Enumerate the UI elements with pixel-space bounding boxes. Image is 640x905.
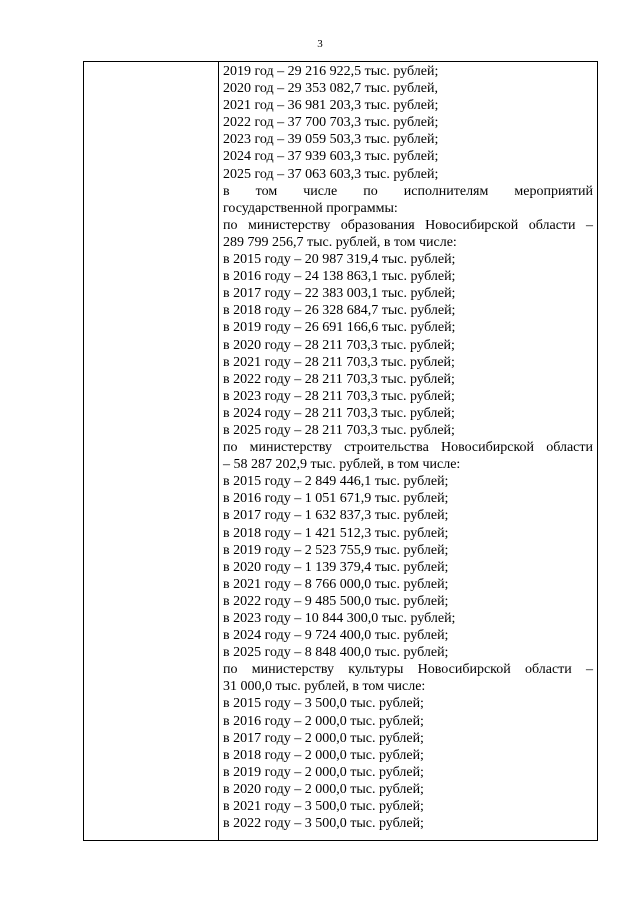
text-line: в 2021 году – 3 500,0 тыс. рублей;	[223, 799, 424, 815]
funding-text-cell	[223, 63, 593, 832]
text-line: в 2020 году – 2 000,0 тыс. рублей;	[223, 781, 424, 797]
text-line: по министерству строительства Новосибирской области	[223, 440, 593, 456]
funding-table	[83, 61, 598, 841]
text-line: в 2018 году – 1 421 512,3 тыс. рублей;	[223, 525, 449, 541]
text-line: в 2018 году – 26 328 684,7 тыс. рублей;	[223, 303, 456, 319]
text-line: в 2021 году – 28 211 703,3 тыс. рублей;	[223, 354, 455, 370]
text-line: в 2023 году – 28 211 703,3 тыс. рублей;	[223, 388, 455, 404]
text-line: в 2015 году – 20 987 319,4 тыс. рублей;	[223, 252, 456, 268]
text-line: в 2025 году – 28 211 703,3 тыс. рублей;	[223, 422, 455, 438]
text-line: 289 799 256,7 тыс. рублей, в том числе:	[223, 234, 457, 250]
text-line: в 2023 году – 10 844 300,0 тыс. рублей;	[223, 611, 456, 626]
text-line: 2022 год – 37 700 703,3 тыс. рублей;	[223, 115, 439, 131]
text-line: в 2017 году – 1 632 837,3 тыс. рублей;	[223, 508, 449, 524]
text-line: в 2022 году – 28 211 703,3 тыс. рублей;	[223, 371, 455, 387]
column-divider	[218, 62, 219, 840]
text-line: – 58 287 202,9 тыс. рублей, в том числе:	[223, 457, 461, 473]
text-line: в 2016 году – 2 000,0 тыс. рублей;	[223, 713, 424, 729]
text-line: государственной программы:	[223, 200, 398, 216]
text-line: в 2024 году – 28 211 703,3 тыс. рублей;	[223, 405, 455, 421]
text-line: 31 000,0 тыс. рублей, в том числе:	[223, 679, 426, 695]
text-line: по министерству культуры Новосибирской области –	[223, 662, 593, 678]
text-line: в 2021 году – 8 766 000,0 тыс. рублей;	[223, 576, 449, 592]
text-line: в 2020 году – 1 139 379,4 тыс. рублей;	[223, 559, 449, 575]
text-line: в 2025 году – 8 848 400,0 тыс. рублей;	[223, 645, 449, 661]
text-line: 2025 год – 37 063 603,3 тыс. рублей;	[223, 166, 439, 182]
text-line: в 2024 году – 9 724 400,0 тыс. рублей;	[223, 628, 449, 644]
text-line: в 2019 году – 26 691 166,6 тыс. рублей;	[223, 320, 456, 336]
text-line: в 2017 году – 22 383 003,1 тыс. рублей;	[223, 286, 456, 302]
text-line: в 2016 году – 1 051 671,9 тыс. рублей;	[223, 491, 449, 507]
text-line: в 2019 году – 2 000,0 тыс. рублей;	[223, 764, 424, 780]
text-line: в 2015 году – 3 500,0 тыс. рублей;	[223, 696, 424, 712]
text-line: в 2017 году – 2 000,0 тыс. рублей;	[223, 730, 424, 746]
page-number: 3	[317, 38, 323, 50]
text-line: 2019 год – 29 216 922,5 тыс. рублей;	[223, 64, 439, 79]
text-line: в 2016 году – 24 138 863,1 тыс. рублей;	[223, 269, 456, 285]
text-line: 2024 год – 37 939 603,3 тыс. рублей;	[223, 149, 439, 165]
text-line: в 2022 году – 9 485 500,0 тыс. рублей;	[223, 593, 449, 609]
text-line: в том числе по исполнителям мероприятий	[223, 183, 593, 199]
text-line: в 2019 году – 2 523 755,9 тыс. рублей;	[223, 542, 449, 558]
text-line: в 2020 году – 28 211 703,3 тыс. рублей;	[223, 337, 455, 353]
text-line: в 2015 году – 2 849 446,1 тыс. рублей;	[223, 474, 449, 490]
text-line: 2020 год – 29 353 082,7 тыс. рублей,	[223, 81, 438, 97]
text-line: по министерству образования Новосибирской области –	[223, 217, 593, 233]
text-line: 2023 год – 39 059 503,3 тыс. рублей;	[223, 132, 439, 148]
text-line: в 2018 году – 2 000,0 тыс. рублей;	[223, 747, 424, 763]
text-line: 2021 год – 36 981 203,3 тыс. рублей;	[223, 98, 439, 114]
text-line: в 2022 году – 3 500,0 тыс. рублей;	[223, 816, 424, 832]
